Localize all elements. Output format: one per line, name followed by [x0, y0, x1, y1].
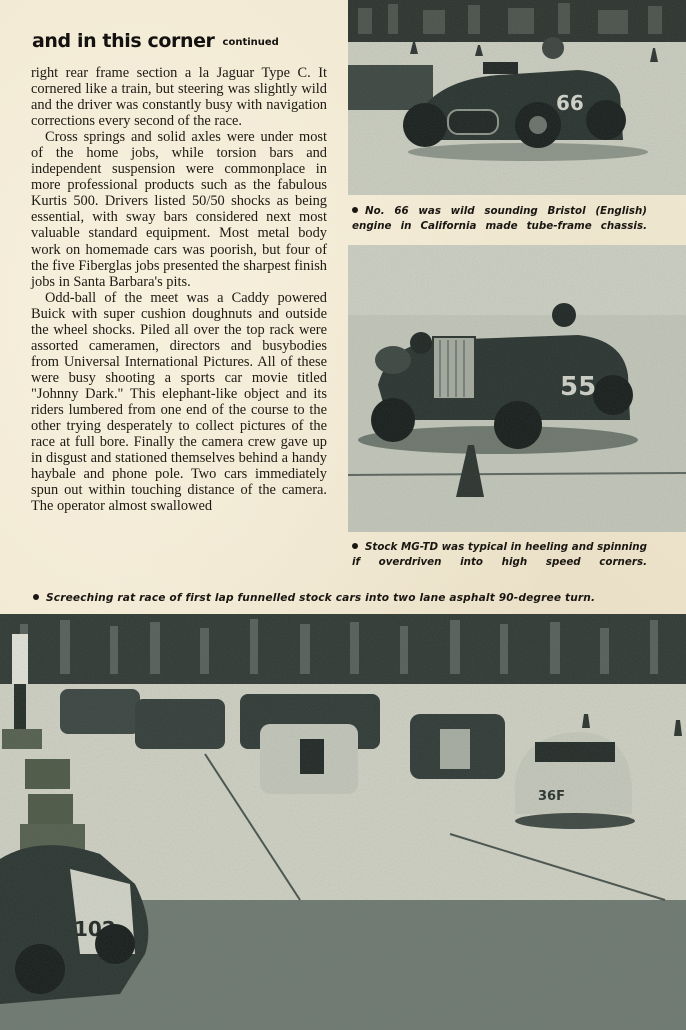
- caption-text: No. 66 was wild sounding Bristol (English) engine in California made tube-frame chassis.: [352, 205, 647, 232]
- photo-mg-td: [348, 245, 686, 532]
- caption-photo-1: [352, 204, 647, 234]
- article-column: [31, 65, 327, 514]
- headline: [32, 30, 279, 52]
- bullet-icon: [352, 207, 358, 213]
- article-paragraph: Cross springs and solid axles were under most of the home jobs, while torsion bars and independent suspension were commonplace in more professional products such as the fabulous Kurtis 500. Drivers listed 50/50 shocks as being essential, with sway bars considered next most valuable standard equipment. Most metal body work on homemade cars was poorish, but four of the five Fiberglas jobs presented the sharpest finish jobs in Santa Barbara's pits.: [31, 129, 327, 290]
- caption-photo-3: [33, 591, 645, 606]
- photo-bristol-66: [348, 0, 686, 195]
- headline-title: and in this corner: [32, 30, 215, 52]
- bullet-icon: [33, 594, 39, 600]
- article-paragraph: right rear frame section a la Jaguar Type C. It cornered like a train, but steering was slightly wild and the driver was constantly busy with navigation corrections every second of the race.: [31, 65, 327, 130]
- bullet-icon: [352, 543, 358, 549]
- headline-continued: continued: [222, 37, 279, 48]
- caption-text: Stock MG-TD was typical in heeling and spinning if overdriven into high speed corners.: [352, 541, 647, 568]
- caption-photo-2: [352, 540, 647, 570]
- photo-first-lap: [0, 614, 686, 1030]
- caption-text: Screeching rat race of first lap funnelled stock cars into two lane asphalt 90-degree turn.: [46, 592, 596, 604]
- article-paragraph: Odd-ball of the meet was a Caddy powered Buick with super cushion doughnuts and outside the wheel shocks. Piled all over the top rack were assorted cameramen, directors and busybodies from Universal International Pictures. All of these were busy shooting a sports car movie titled "Johnny Dark." This elephant-like object and its riders lumbered from one end of the course to the other trying desperately to collect pictures of the race at full bore. Finally the camera crew gave up in disgust and stationed themselves behind a handy haybale and phone pole. Two cars immediately spun out within touching distance of the camera. The operator almost swallowed: [31, 289, 327, 515]
